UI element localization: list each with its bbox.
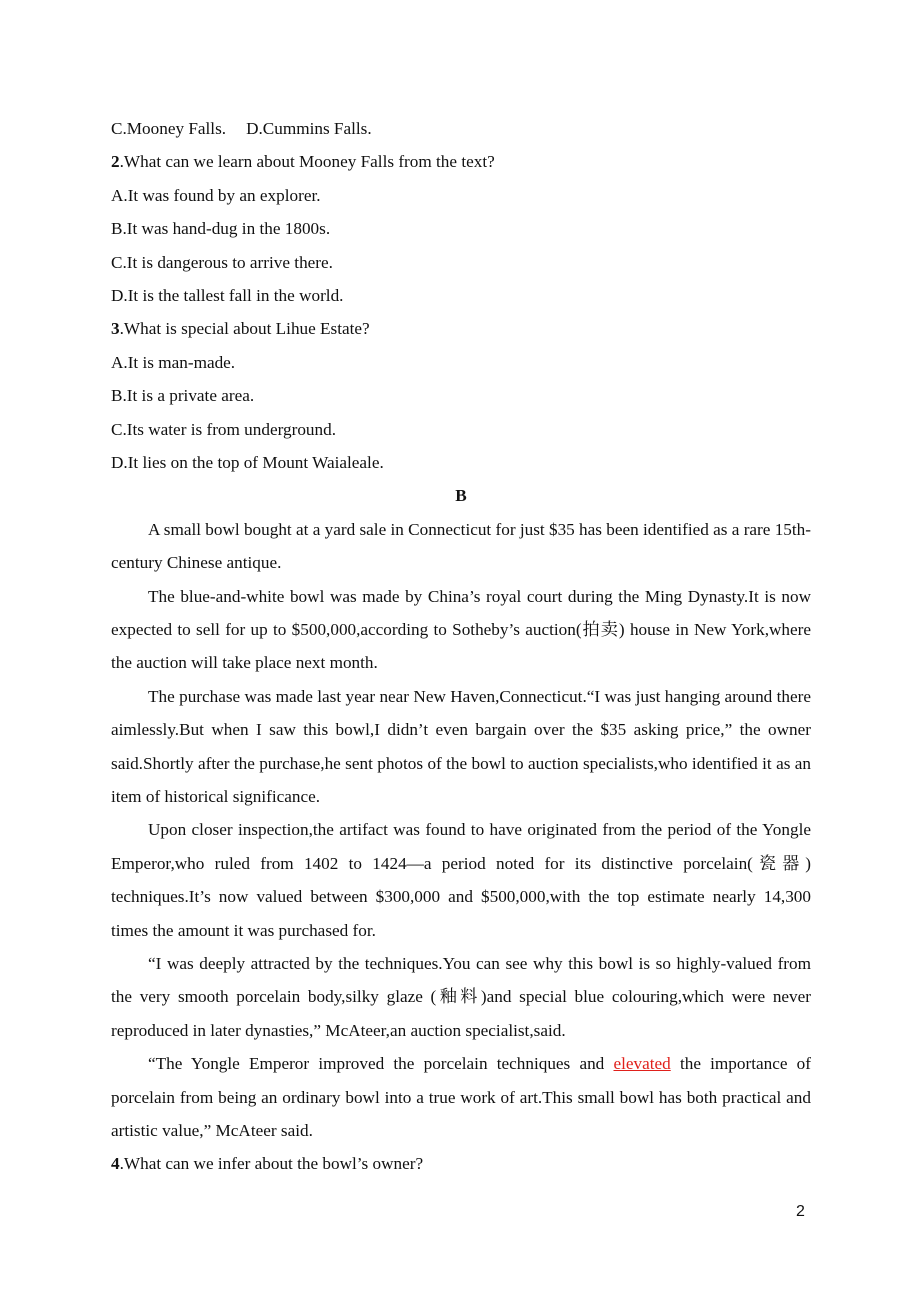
option-a: A.It is man-made. bbox=[111, 352, 236, 372]
section-heading-b: B bbox=[455, 486, 467, 506]
option-d: D.It lies on the top of Mount Waialeale. bbox=[111, 452, 384, 472]
question-number: 3 bbox=[111, 319, 120, 339]
question-number: 2 bbox=[111, 152, 120, 172]
paragraph-text-start: “The Yongle Emperor improved the porcelain techniques and bbox=[148, 1054, 614, 1074]
question-text: .What can we learn about Mooney Falls from the text? bbox=[119, 152, 495, 172]
passage-paragraph-4: Upon closer inspection,the artifact was found to have originated from the period of the Yongle Emperor,who ruled from 1402 to 1424—a period noted for its distinctive porcelain(瓷器) techniques.It’s now valued between $300,000 and $500,000,with the top estimate nearly 14,300 times the amount it was purchased for. bbox=[111, 820, 811, 940]
passage-paragraph-3: The purchase was made last year near New Haven,Connecticut.“I was just hanging around there aimlessly.But when I saw this bowl,I didn’t even bargain over the $35 asking price,” the owner said.Shortly after the purchase,he sent photos of the bowl to auction specialists,who identified it as an item of historical significance. bbox=[111, 686, 811, 806]
question-4 bbox=[111, 1147, 811, 1180]
question-text: .What can we infer about the bowl’s owner? bbox=[119, 1154, 424, 1174]
question-number: 4 bbox=[111, 1154, 120, 1174]
option-b: B.It was hand-dug in the 1800s. bbox=[111, 219, 331, 239]
paragraph-text-end: the importance of porcelain from being an ordinary bowl into a true work of art.This small bowl has both practical and artistic value,” McAteer said. bbox=[111, 1054, 811, 1140]
passage-paragraph-2: The blue-and-white bowl was made by China’s royal court during the Ming Dynasty.It is now expected to sell for up to $500,000,according to Sotheby’s auction(拍卖) house in New York,where the auction will take place next month. bbox=[111, 586, 811, 673]
passage-paragraph-5: “I was deeply attracted by the techniques.You can see why this bowl is so highly-valued from the very smooth porcelain body,silky glaze (釉料)and special blue colouring,which were never reproduced in later dynasties,” McAteer,an auction specialist,said. bbox=[111, 953, 811, 1040]
option-d: D.Cummins Falls. bbox=[246, 119, 372, 138]
option-d: D.It is the tallest fall in the world. bbox=[111, 285, 344, 305]
page-number: 2 bbox=[796, 1203, 805, 1220]
question-3 bbox=[111, 312, 811, 345]
question-2 bbox=[111, 145, 811, 178]
option-b: B.It is a private area. bbox=[111, 386, 255, 406]
passage-paragraph-1: A small bowl bought at a yard sale in Connecticut for just $35 has been identified as a rare 15th-century Chinese antique. bbox=[111, 519, 811, 573]
option-c: C.Its water is from underground. bbox=[111, 419, 336, 439]
option-a: A.It was found by an explorer. bbox=[111, 185, 321, 205]
document-page bbox=[111, 112, 811, 1181]
passage-paragraph-6 bbox=[111, 1047, 811, 1147]
option-row-q1-cd bbox=[111, 112, 811, 145]
option-c: C.It is dangerous to arrive there. bbox=[111, 252, 333, 272]
question-text: .What is special about Lihue Estate? bbox=[119, 319, 370, 339]
option-c: C.Mooney Falls. bbox=[111, 119, 227, 138]
highlighted-word: elevated bbox=[613, 1054, 671, 1074]
